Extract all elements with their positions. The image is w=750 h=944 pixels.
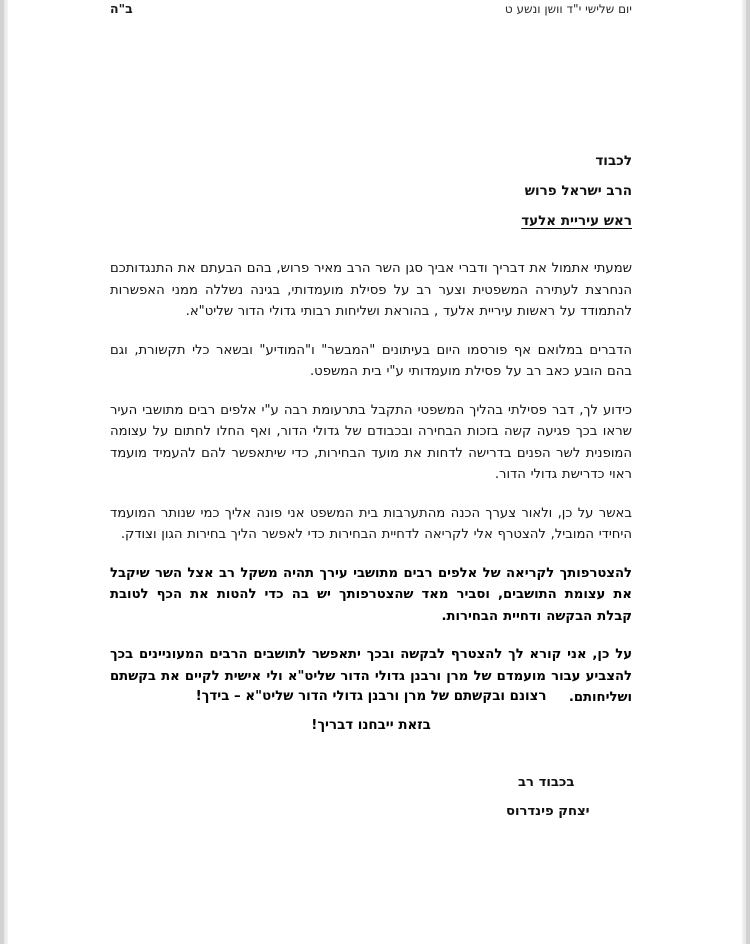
letter-header <box>110 0 632 22</box>
recipient-title: ראש עיריית אלעד <box>521 213 632 229</box>
salutation-greeting: לכבוד <box>595 153 632 169</box>
blessing-header: ב"ה <box>110 1 133 16</box>
paragraph: באשר על כן, ולאור צערך הכנה מהתערבות בית המשפט אני פונה אליך כמי שנותר המועמד היחידי המוביל, להצטרף אלי לקריאה לדחיית הבחירות כדי לאפשר הליך בחירות הגון וצודק. <box>110 505 632 542</box>
closing-line: בזאת ייבחנו דבריך! <box>311 718 431 733</box>
closing-line: רצונם ובקשתם של מרן ורבנן גדולי הדור שליט"א – בידך! <box>195 689 547 704</box>
paragraph: כידוע לך, דבר פסילתי בהליך המשפטי התקבל בתרעומת רבה ע"י אלפים רבים מתושבי העיר שראו בכך פגיעה קשה בזכות הבחירה ובכבודם של גדולי הדור, ואף החלו לחתום על עצומה המופנית לשר הפנים בדרישה לדחות את מועד הבחירות, כדי שיתאפשר להם להעמיד מועמד ראוי כדרישת גדולי הדור. <box>110 402 632 482</box>
paragraph: שמעתי אתמול את דבריך ודברי אביך סגן השר הרב מאיר פרוש, בהם הבעתם את התנגדותכם הנחרצת לעתירה המשפטית וצער רב על פסילת מועמדותי, בגינה נשללה ממני האפשרות להתמודד על ראשות עיריית אלעד , בהוראת ושליחות רבותי גדולי הדור שליט"א. <box>110 261 632 319</box>
date-line: יום שלישי י"ד וושן ונשע ט <box>504 2 632 16</box>
page-right-edge <box>746 0 750 944</box>
paragraph-list <box>110 258 632 726</box>
letter-body <box>8 0 742 944</box>
salutation-block <box>110 146 632 236</box>
signature-signoff: בכבוד רב <box>518 775 575 790</box>
signature-name: יצחק פינדרוס <box>506 804 590 819</box>
signature-block <box>110 768 632 826</box>
paragraph-emphasized: להצטרפותך לקריאה של אלפים רבים מתושבי עירך תהיה משקל רב אצל השר שיקבל את עצומת התושבים, וסביר מאד שהצטרפותך יש בה כדי להטות את הכף לטובת קבלת הבקשה ודחיית הבחירות. <box>110 565 632 624</box>
recipient-name: הרב ישראל פרוש <box>524 183 632 199</box>
paragraph: הדברים במלואם אף פורסמו היום בעיתונים "המבשר" ו"המודיע" ובשאר כלי תקשורת, וגם בהם הובע כאב רב על פסילת מועמדותי ע"י בית המשפט. <box>110 342 632 379</box>
paragraph-emphasized: על כן, אני קורא לך להצטרף לבקשה ובכך יתאפשר לתושבים הרבים המעוניינים בכך להצביע עבור מועמדם של מרן ורבנן גדולי הדור שליט"א ולי אישית לקיים את בקשתם ושליחותם. <box>110 647 632 705</box>
closing-block <box>110 682 632 740</box>
